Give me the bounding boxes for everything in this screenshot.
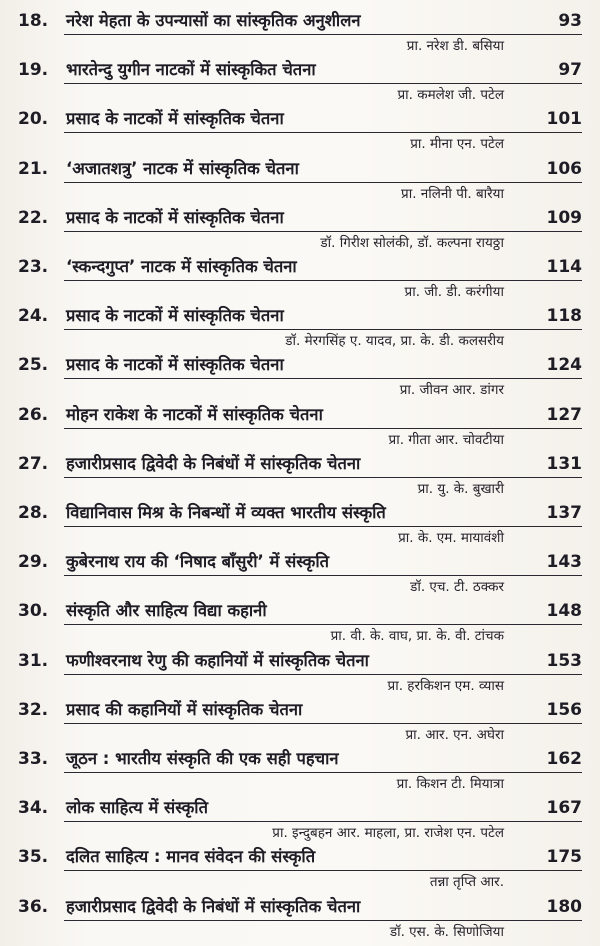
entry-page-number: 162 [546,749,582,769]
toc-entry [0,203,600,255]
entry-rule [64,182,582,183]
entry-number: 34. [18,798,49,819]
entry-title: प्रसाद के नाटकों में सांस्कृतिक चेतना [66,207,284,227]
entry-rule [64,132,582,133]
entry-title: प्रसाद के नाटकों में सांस्कृतिक चेतना [66,306,284,326]
entry-rule [64,280,582,281]
entry-rule [64,821,582,822]
toc-entry [0,449,600,501]
toc-entry [0,695,600,747]
entry-rule [64,723,582,724]
entry-number: 20. [18,109,49,130]
toc-entry [0,252,600,304]
toc-entry [0,596,600,648]
entry-page-number: 118 [546,306,582,327]
entry-author: प्रा. जी. डी. करंगीया [404,284,504,300]
entry-author: प्रा. यु. के. बुखारी [417,480,504,497]
entry-author: डॉ. मेरगसिंह ए. यादव, प्रा. के. डी. कलसरीय [285,333,504,350]
entry-rule [64,231,582,232]
entry-title: प्रसाद के नाटकों में सांस्कृतिक चेतना [66,355,284,375]
entry-title: हजारीप्रसाद द्विवेदी के निबंधों में सांस्कृतिक चेतना [66,453,361,473]
entry-author: प्रा. जीवन आर. डांगर [399,382,504,399]
toc-entry [0,793,600,845]
entry-author: प्रा. नलिनी पी. बारैया [401,185,504,202]
toc-entry [0,744,600,796]
entry-number: 19. [18,60,49,81]
toc-entry [0,154,600,206]
entry-title: मोहन राकेश के नाटकों में सांस्कृतिक चेतना [66,404,323,424]
entry-number: 28. [18,503,49,523]
entry-title: जूठन : भारतीय संस्कृति की एक सही पहचान [66,749,339,768]
entry-number: 33. [18,749,49,769]
entry-rule [64,772,582,773]
entry-page-number: 156 [546,699,582,720]
entry-rule [64,378,582,379]
entry-page-number: 109 [546,207,582,228]
toc-entry [0,400,600,452]
entry-number: 25. [18,355,49,376]
entry-author: प्रा. वी. के. वाघ, प्रा. के. वी. टांचक [330,628,504,645]
entry-author: प्रा. मीना एन. पटेल [410,136,504,153]
entry-author: प्रा. किशन टी. मियात्रा [396,776,504,792]
entry-page-number: 114 [546,257,582,277]
entry-page-number: 93 [558,11,582,31]
entry-page-number: 148 [546,601,582,622]
entry-author: प्रा. नरेश डी. बसिया [406,38,504,54]
entry-page-number: 101 [546,109,582,130]
entry-page-number: 131 [546,453,582,474]
entry-title: दलित साहित्य : मानव संवेदन की संस्कृति [66,847,316,867]
entry-author: तन्ना तृप्ति आर. [429,874,504,891]
entry-rule [64,83,582,84]
entry-rule [64,624,582,625]
entry-number: 26. [18,404,49,425]
entry-rule [64,575,582,576]
entry-number: 18. [18,11,49,31]
entry-title: हजारीप्रसाद द्विवेदी के निबंधों में सांस्कृतिक चेतना [66,896,361,916]
entry-title: विद्यानिवास मिश्र के निबन्धों में व्यक्त भारतीय संस्कृति [66,503,386,522]
entry-number: 29. [18,552,49,573]
entry-number: 23. [18,257,49,277]
toc-entry [0,547,600,599]
entry-rule [64,870,582,871]
entry-title: ‘अजातशत्रु’ नाटक में सांस्कृतिक चेतना [66,158,299,178]
entry-page-number: 153 [546,650,582,671]
entry-author: डॉ. एस. के. सिणोजिया [389,923,504,940]
entry-author: प्रा. गीता आर. चोवटीया [388,431,504,448]
entry-number: 27. [18,453,49,474]
entry-page-number: 175 [546,847,582,868]
entry-author: प्रा. कमलेश जी. पटेल [397,87,504,104]
entry-number: 24. [18,306,49,327]
entry-page-number: 143 [546,552,582,573]
entry-rule [64,329,582,330]
entry-page-number: 106 [546,158,582,179]
entry-page-number: 127 [546,404,582,425]
entry-page-number: 137 [546,503,582,523]
entry-title: प्रसाद की कहानियों में सांस्कृतिक चेतना [66,699,303,719]
entry-number: 36. [18,896,49,917]
toc-entry [0,6,600,58]
entry-title: भारतेन्दु युगीन नाटकों में सांस्कृकित चेतना [66,60,316,80]
entry-number: 22. [18,207,49,228]
entry-number: 30. [18,601,49,622]
entry-author: डॉ. गिरीश सोलंकी, डॉ. कल्पना रायठ्ठा [320,234,504,251]
entry-title: नरेश मेहता के उपन्यासों का सांस्कृतिक अनुशीलन [66,11,361,30]
toc-entry [0,350,600,402]
toc-entry [0,104,600,156]
entry-page-number: 97 [558,60,582,81]
entry-author: प्रा. के. एम. मायावंशी [398,530,504,546]
entry-number: 31. [18,650,49,671]
toc-entry [0,498,600,550]
entry-rule [64,428,582,429]
entry-title: लोक साहित्य में संस्कृति [66,798,208,818]
entry-number: 21. [18,158,49,179]
entry-title: संस्कृति और साहित्य विद्या कहानी [66,601,267,621]
entry-title: प्रसाद के नाटकों में सांस्कृतिक चेतना [66,109,284,129]
entry-number: 35. [18,847,49,868]
entry-page-number: 124 [546,355,582,376]
entry-title: ‘स्कन्दगुप्त’ नाटक में सांस्कृतिक चेतना [66,257,297,276]
entry-title: कुबेरनाथ राय की ‘निषाद बाँसुरी’ में संस्कृति [66,552,330,572]
toc-entry [0,55,600,107]
entry-rule [64,477,582,478]
entry-rule [64,920,582,921]
entry-author: प्रा. इन्दुबहन आर. माहला, प्रा. राजेश एन. पटेल [272,825,504,842]
entry-title: फणीश्वरनाथ रेणु की कहानियों में सांस्कृतिक चेतना [66,650,369,670]
entry-page-number: 167 [546,798,582,819]
entry-author: प्रा. हरकिशन एम. व्यास [387,677,504,694]
toc-entry [0,301,600,353]
entry-number: 32. [18,699,49,720]
entry-rule [64,526,582,527]
entry-author: डॉ. एच. टी. ठक्कर [410,579,504,596]
toc-entry [0,842,600,894]
entry-page-number: 180 [546,896,582,917]
toc-entry [0,646,600,698]
entry-rule [64,34,582,35]
entry-author: प्रा. आर. एन. अघेरा [405,726,504,743]
entry-rule [64,674,582,675]
toc-entry [0,892,600,944]
